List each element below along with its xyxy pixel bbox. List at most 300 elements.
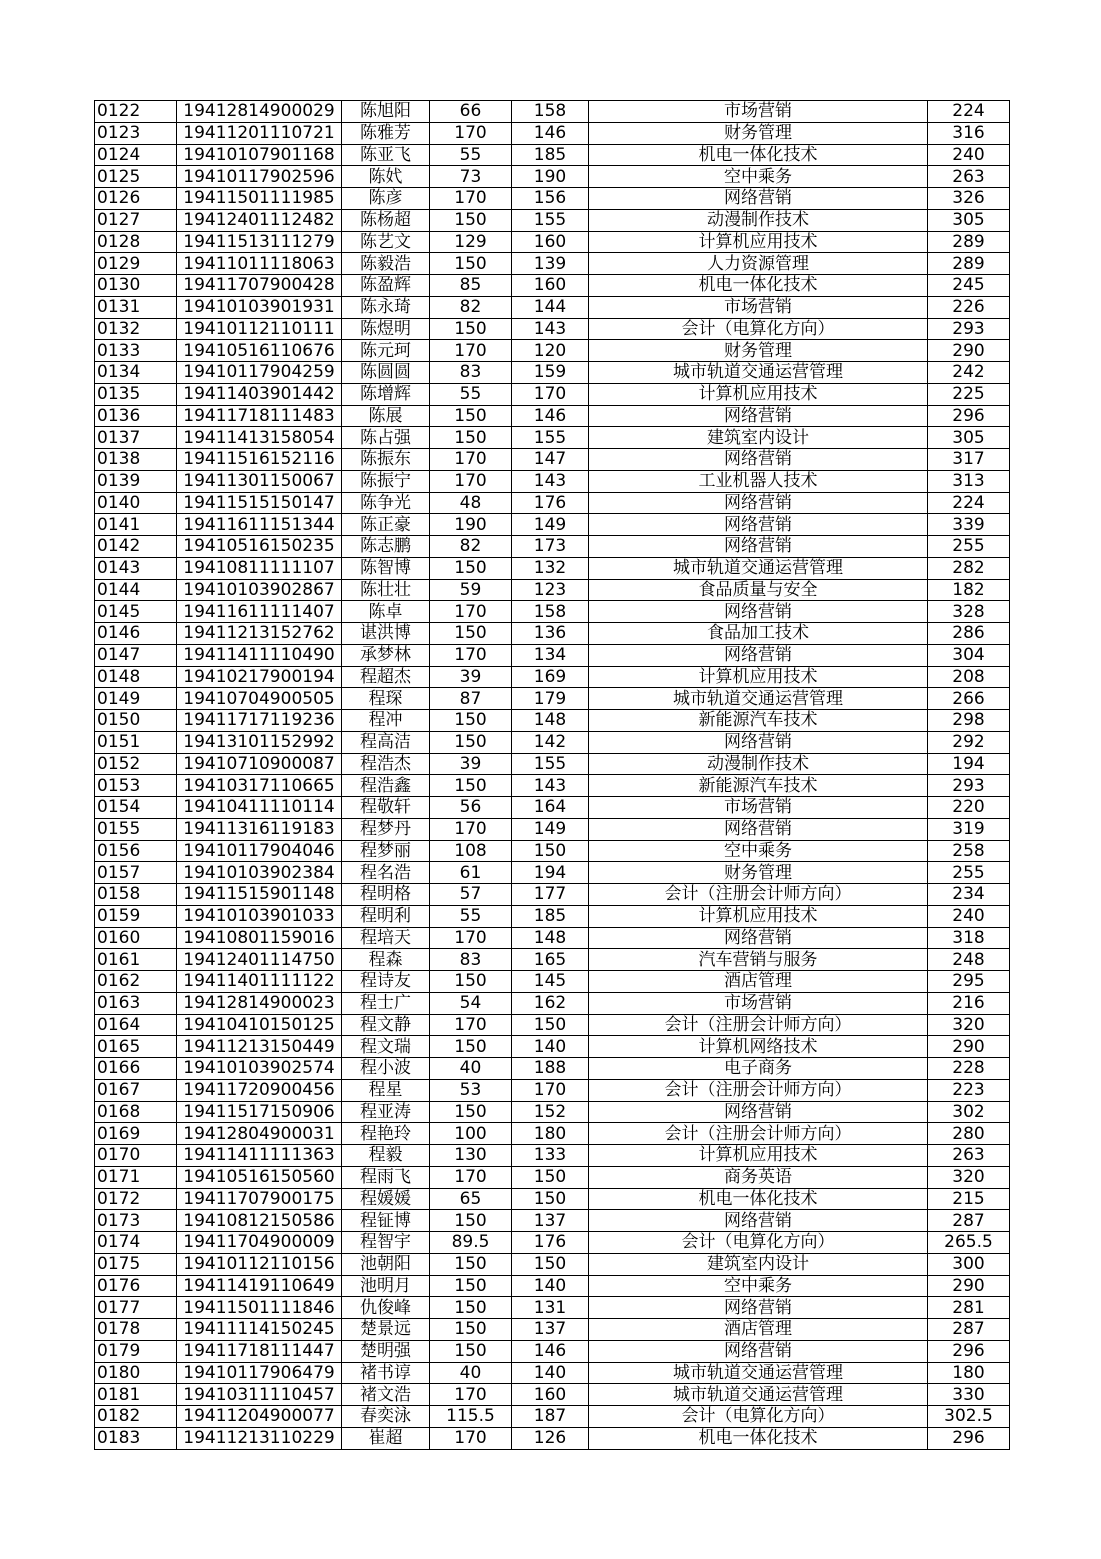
row-number-cell: 0130 [95, 275, 177, 297]
table-row [95, 1275, 1010, 1297]
major-cell: 网络营销 [589, 1101, 928, 1123]
score-a-cell: 150 [430, 427, 512, 449]
total-score-cell: 293 [928, 318, 1010, 340]
row-number-cell: 0167 [95, 1079, 177, 1101]
row-number-cell: 0146 [95, 623, 177, 645]
total-score-cell: 281 [928, 1297, 1010, 1319]
major-cell: 动漫制作技术 [589, 209, 928, 231]
score-b-cell: 155 [512, 753, 589, 775]
score-b-cell: 146 [512, 122, 589, 144]
major-cell: 新能源汽车技术 [589, 775, 928, 797]
student-name-cell: 程梦丹 [342, 818, 430, 840]
score-b-cell: 142 [512, 731, 589, 753]
exam-id-cell: 19410311110457 [177, 1384, 342, 1406]
row-number-cell: 0136 [95, 405, 177, 427]
row-number-cell: 0166 [95, 1058, 177, 1080]
score-a-cell: 150 [430, 710, 512, 732]
total-score-cell: 215 [928, 1188, 1010, 1210]
major-cell: 网络营销 [589, 818, 928, 840]
score-a-cell: 115.5 [430, 1406, 512, 1428]
table-row [95, 579, 1010, 601]
total-score-cell: 317 [928, 449, 1010, 471]
table-row [95, 1123, 1010, 1145]
total-score-cell: 328 [928, 601, 1010, 623]
major-cell: 食品质量与安全 [589, 579, 928, 601]
student-name-cell: 春奕泳 [342, 1406, 430, 1428]
row-number-cell: 0141 [95, 514, 177, 536]
student-name-cell: 楚明强 [342, 1340, 430, 1362]
total-score-cell: 182 [928, 579, 1010, 601]
student-name-cell: 褚文浩 [342, 1384, 430, 1406]
score-a-cell: 170 [430, 470, 512, 492]
exam-id-cell: 19411213110229 [177, 1427, 342, 1449]
score-a-cell: 150 [430, 209, 512, 231]
student-name-cell: 程星 [342, 1079, 430, 1101]
total-score-cell: 223 [928, 1079, 1010, 1101]
table-row [95, 1036, 1010, 1058]
row-number-cell: 0139 [95, 470, 177, 492]
score-a-cell: 55 [430, 383, 512, 405]
score-b-cell: 190 [512, 166, 589, 188]
exam-id-cell: 19410710900087 [177, 753, 342, 775]
exam-id-cell: 19412814900029 [177, 101, 342, 123]
score-a-cell: 170 [430, 601, 512, 623]
student-name-cell: 陈艺文 [342, 231, 430, 253]
table-row [95, 101, 1010, 123]
total-score-cell: 265.5 [928, 1232, 1010, 1254]
exam-id-cell: 19411401111122 [177, 971, 342, 993]
total-score-cell: 319 [928, 818, 1010, 840]
row-number-cell: 0170 [95, 1145, 177, 1167]
student-name-cell: 陈振东 [342, 449, 430, 471]
major-cell: 网络营销 [589, 536, 928, 558]
student-name-cell: 程雨飞 [342, 1166, 430, 1188]
student-name-cell: 陈增辉 [342, 383, 430, 405]
score-a-cell: 170 [430, 818, 512, 840]
major-cell: 网络营销 [589, 927, 928, 949]
exam-id-cell: 19410704900505 [177, 688, 342, 710]
major-cell: 网络营销 [589, 731, 928, 753]
exam-id-cell: 19411718111483 [177, 405, 342, 427]
exam-id-cell: 19411316119183 [177, 818, 342, 840]
score-a-cell: 40 [430, 1058, 512, 1080]
score-b-cell: 123 [512, 579, 589, 601]
exam-id-cell: 19411204900077 [177, 1406, 342, 1428]
table-row [95, 971, 1010, 993]
total-score-cell: 330 [928, 1384, 1010, 1406]
row-number-cell: 0137 [95, 427, 177, 449]
student-name-cell: 褚书谆 [342, 1362, 430, 1384]
total-score-cell: 289 [928, 231, 1010, 253]
score-b-cell: 160 [512, 275, 589, 297]
score-b-cell: 159 [512, 362, 589, 384]
major-cell: 食品加工技术 [589, 623, 928, 645]
exam-id-cell: 19411011118063 [177, 253, 342, 275]
table-row [95, 731, 1010, 753]
exam-id-cell: 19411707900175 [177, 1188, 342, 1210]
exam-id-cell: 19411403901442 [177, 383, 342, 405]
score-a-cell: 150 [430, 775, 512, 797]
exam-id-cell: 19411411110490 [177, 644, 342, 666]
exam-id-cell: 19411718111447 [177, 1340, 342, 1362]
total-score-cell: 290 [928, 1275, 1010, 1297]
student-name-cell: 陈彦 [342, 188, 430, 210]
score-a-cell: 39 [430, 753, 512, 775]
student-name-cell: 池朝阳 [342, 1253, 430, 1275]
score-b-cell: 143 [512, 318, 589, 340]
table-row [95, 797, 1010, 819]
score-b-cell: 132 [512, 557, 589, 579]
major-cell: 市场营销 [589, 101, 928, 123]
row-number-cell: 0178 [95, 1319, 177, 1341]
score-b-cell: 137 [512, 1319, 589, 1341]
row-number-cell: 0124 [95, 144, 177, 166]
student-name-cell: 陈雅芳 [342, 122, 430, 144]
score-a-cell: 53 [430, 1079, 512, 1101]
student-name-cell: 程小波 [342, 1058, 430, 1080]
score-b-cell: 185 [512, 905, 589, 927]
score-a-cell: 89.5 [430, 1232, 512, 1254]
score-b-cell: 140 [512, 1275, 589, 1297]
major-cell: 动漫制作技术 [589, 753, 928, 775]
student-name-cell: 程冲 [342, 710, 430, 732]
student-name-cell: 程名浩 [342, 862, 430, 884]
total-score-cell: 180 [928, 1362, 1010, 1384]
score-b-cell: 150 [512, 840, 589, 862]
student-name-cell: 陈永琦 [342, 296, 430, 318]
score-a-cell: 150 [430, 1275, 512, 1297]
score-table [94, 100, 1010, 1450]
student-name-cell: 程明格 [342, 884, 430, 906]
score-a-cell: 150 [430, 623, 512, 645]
total-score-cell: 320 [928, 1166, 1010, 1188]
exam-id-cell: 19410103901033 [177, 905, 342, 927]
total-score-cell: 292 [928, 731, 1010, 753]
total-score-cell: 316 [928, 122, 1010, 144]
major-cell: 空中乘务 [589, 840, 928, 862]
row-number-cell: 0145 [95, 601, 177, 623]
exam-id-cell: 19411419110649 [177, 1275, 342, 1297]
row-number-cell: 0160 [95, 927, 177, 949]
score-a-cell: 55 [430, 905, 512, 927]
table-row [95, 1101, 1010, 1123]
score-b-cell: 149 [512, 514, 589, 536]
score-a-cell: 73 [430, 166, 512, 188]
student-name-cell: 程媛媛 [342, 1188, 430, 1210]
student-name-cell: 程敬轩 [342, 797, 430, 819]
row-number-cell: 0155 [95, 818, 177, 840]
major-cell: 网络营销 [589, 405, 928, 427]
major-cell: 网络营销 [589, 188, 928, 210]
exam-id-cell: 19411717119236 [177, 710, 342, 732]
score-b-cell: 137 [512, 1210, 589, 1232]
major-cell: 机电一体化技术 [589, 1188, 928, 1210]
table-row [95, 296, 1010, 318]
exam-id-cell: 19411114150245 [177, 1319, 342, 1341]
exam-id-cell: 19411515901148 [177, 884, 342, 906]
total-score-cell: 220 [928, 797, 1010, 819]
major-cell: 会计（电算化方向） [589, 1406, 928, 1428]
major-cell: 财务管理 [589, 862, 928, 884]
table-row [95, 818, 1010, 840]
exam-id-cell: 19410103902867 [177, 579, 342, 601]
exam-id-cell: 19410801159016 [177, 927, 342, 949]
score-b-cell: 139 [512, 253, 589, 275]
major-cell: 网络营销 [589, 492, 928, 514]
score-b-cell: 131 [512, 1297, 589, 1319]
table-row [95, 688, 1010, 710]
major-cell: 机电一体化技术 [589, 275, 928, 297]
row-number-cell: 0132 [95, 318, 177, 340]
exam-id-cell: 19411411111363 [177, 1145, 342, 1167]
score-a-cell: 150 [430, 405, 512, 427]
row-number-cell: 0179 [95, 1340, 177, 1362]
score-b-cell: 136 [512, 623, 589, 645]
row-number-cell: 0128 [95, 231, 177, 253]
table-row [95, 884, 1010, 906]
table-row [95, 862, 1010, 884]
exam-id-cell: 19411707900428 [177, 275, 342, 297]
major-cell: 酒店管理 [589, 1319, 928, 1341]
score-a-cell: 170 [430, 340, 512, 362]
score-b-cell: 180 [512, 1123, 589, 1145]
score-b-cell: 148 [512, 710, 589, 732]
row-number-cell: 0140 [95, 492, 177, 514]
score-a-cell: 170 [430, 1384, 512, 1406]
row-number-cell: 0158 [95, 884, 177, 906]
total-score-cell: 300 [928, 1253, 1010, 1275]
total-score-cell: 225 [928, 383, 1010, 405]
score-a-cell: 100 [430, 1123, 512, 1145]
row-number-cell: 0126 [95, 188, 177, 210]
major-cell: 会计（电算化方向） [589, 318, 928, 340]
score-a-cell: 170 [430, 449, 512, 471]
score-b-cell: 179 [512, 688, 589, 710]
table-row [95, 1362, 1010, 1384]
table-row [95, 362, 1010, 384]
major-cell: 人力资源管理 [589, 253, 928, 275]
total-score-cell: 290 [928, 1036, 1010, 1058]
exam-id-cell: 19410117906479 [177, 1362, 342, 1384]
table-row [95, 1406, 1010, 1428]
score-a-cell: 170 [430, 927, 512, 949]
major-cell: 空中乘务 [589, 166, 928, 188]
major-cell: 网络营销 [589, 1340, 928, 1362]
student-name-cell: 程琛 [342, 688, 430, 710]
score-b-cell: 156 [512, 188, 589, 210]
total-score-cell: 263 [928, 166, 1010, 188]
score-b-cell: 149 [512, 818, 589, 840]
student-name-cell: 崔超 [342, 1427, 430, 1449]
score-b-cell: 194 [512, 862, 589, 884]
major-cell: 网络营销 [589, 644, 928, 666]
table-row [95, 623, 1010, 645]
table-row [95, 1079, 1010, 1101]
table-row [95, 449, 1010, 471]
student-name-cell: 陈元珂 [342, 340, 430, 362]
total-score-cell: 242 [928, 362, 1010, 384]
row-number-cell: 0153 [95, 775, 177, 797]
total-score-cell: 263 [928, 1145, 1010, 1167]
table-row [95, 775, 1010, 797]
row-number-cell: 0181 [95, 1384, 177, 1406]
row-number-cell: 0122 [95, 101, 177, 123]
score-b-cell: 158 [512, 601, 589, 623]
score-a-cell: 150 [430, 1297, 512, 1319]
score-a-cell: 129 [430, 231, 512, 253]
exam-id-cell: 19412804900031 [177, 1123, 342, 1145]
score-b-cell: 152 [512, 1101, 589, 1123]
total-score-cell: 318 [928, 927, 1010, 949]
exam-id-cell: 19410812150586 [177, 1210, 342, 1232]
major-cell: 网络营销 [589, 1297, 928, 1319]
row-number-cell: 0165 [95, 1036, 177, 1058]
exam-id-cell: 19411515150147 [177, 492, 342, 514]
total-score-cell: 258 [928, 840, 1010, 862]
major-cell: 市场营销 [589, 296, 928, 318]
table-row [95, 122, 1010, 144]
major-cell: 计算机应用技术 [589, 383, 928, 405]
total-score-cell: 255 [928, 862, 1010, 884]
score-b-cell: 143 [512, 775, 589, 797]
score-b-cell: 140 [512, 1362, 589, 1384]
score-a-cell: 83 [430, 949, 512, 971]
student-name-cell: 陈卓 [342, 601, 430, 623]
score-a-cell: 170 [430, 188, 512, 210]
row-number-cell: 0174 [95, 1232, 177, 1254]
score-b-cell: 169 [512, 666, 589, 688]
student-name-cell: 池明月 [342, 1275, 430, 1297]
score-a-cell: 59 [430, 579, 512, 601]
table-row [95, 1340, 1010, 1362]
score-b-cell: 133 [512, 1145, 589, 1167]
total-score-cell: 194 [928, 753, 1010, 775]
table-row [95, 470, 1010, 492]
score-a-cell: 82 [430, 536, 512, 558]
student-name-cell: 程浩杰 [342, 753, 430, 775]
exam-id-cell: 19410103901931 [177, 296, 342, 318]
row-number-cell: 0147 [95, 644, 177, 666]
score-a-cell: 87 [430, 688, 512, 710]
exam-id-cell: 19410317110665 [177, 775, 342, 797]
student-name-cell: 楚景远 [342, 1319, 430, 1341]
student-name-cell: 陈正豪 [342, 514, 430, 536]
exam-id-cell: 19410411110114 [177, 797, 342, 819]
score-b-cell: 150 [512, 1188, 589, 1210]
table-row [95, 1145, 1010, 1167]
row-number-cell: 0156 [95, 840, 177, 862]
exam-id-cell: 19411501111846 [177, 1297, 342, 1319]
major-cell: 网络营销 [589, 514, 928, 536]
student-name-cell: 程文瑞 [342, 1036, 430, 1058]
major-cell: 财务管理 [589, 122, 928, 144]
exam-id-cell: 19412814900023 [177, 992, 342, 1014]
student-name-cell: 陈圆圆 [342, 362, 430, 384]
student-name-cell: 陈占强 [342, 427, 430, 449]
exam-id-cell: 19410516150560 [177, 1166, 342, 1188]
row-number-cell: 0154 [95, 797, 177, 819]
table-row [95, 644, 1010, 666]
total-score-cell: 339 [928, 514, 1010, 536]
row-number-cell: 0125 [95, 166, 177, 188]
student-name-cell: 程亚涛 [342, 1101, 430, 1123]
table-row [95, 905, 1010, 927]
total-score-cell: 304 [928, 644, 1010, 666]
major-cell: 会计（注册会计师方向） [589, 1014, 928, 1036]
total-score-cell: 289 [928, 253, 1010, 275]
table-row [95, 710, 1010, 732]
major-cell: 会计（注册会计师方向） [589, 1123, 928, 1145]
row-number-cell: 0175 [95, 1253, 177, 1275]
major-cell: 会计（注册会计师方向） [589, 884, 928, 906]
total-score-cell: 240 [928, 905, 1010, 927]
major-cell: 酒店管理 [589, 971, 928, 993]
row-number-cell: 0171 [95, 1166, 177, 1188]
row-number-cell: 0134 [95, 362, 177, 384]
table-row [95, 927, 1010, 949]
score-b-cell: 145 [512, 971, 589, 993]
row-number-cell: 0142 [95, 536, 177, 558]
table-row [95, 1297, 1010, 1319]
table-row [95, 340, 1010, 362]
score-b-cell: 170 [512, 383, 589, 405]
row-number-cell: 0151 [95, 731, 177, 753]
score-b-cell: 150 [512, 1253, 589, 1275]
total-score-cell: 216 [928, 992, 1010, 1014]
row-number-cell: 0169 [95, 1123, 177, 1145]
student-name-cell: 程培天 [342, 927, 430, 949]
score-a-cell: 170 [430, 1427, 512, 1449]
score-a-cell: 170 [430, 1166, 512, 1188]
exam-id-cell: 19410112110111 [177, 318, 342, 340]
table-row [95, 1188, 1010, 1210]
row-number-cell: 0168 [95, 1101, 177, 1123]
student-name-cell: 陈亚飞 [342, 144, 430, 166]
score-b-cell: 146 [512, 405, 589, 427]
exam-id-cell: 19410107901168 [177, 144, 342, 166]
row-number-cell: 0162 [95, 971, 177, 993]
student-name-cell: 陈毅浩 [342, 253, 430, 275]
score-b-cell: 185 [512, 144, 589, 166]
table-row [95, 318, 1010, 340]
exam-id-cell: 19410516110676 [177, 340, 342, 362]
table-row [95, 383, 1010, 405]
exam-id-cell: 19411213150449 [177, 1036, 342, 1058]
student-name-cell: 陈旭阳 [342, 101, 430, 123]
table-row [95, 188, 1010, 210]
major-cell: 新能源汽车技术 [589, 710, 928, 732]
table-row [95, 275, 1010, 297]
major-cell: 机电一体化技术 [589, 144, 928, 166]
total-score-cell: 228 [928, 1058, 1010, 1080]
score-a-cell: 150 [430, 1319, 512, 1341]
major-cell: 计算机应用技术 [589, 905, 928, 927]
score-b-cell: 150 [512, 1166, 589, 1188]
exam-id-cell: 19410112110156 [177, 1253, 342, 1275]
major-cell: 市场营销 [589, 797, 928, 819]
table-row [95, 144, 1010, 166]
row-number-cell: 0150 [95, 710, 177, 732]
student-name-cell: 程明利 [342, 905, 430, 927]
table-row [95, 1058, 1010, 1080]
total-score-cell: 293 [928, 775, 1010, 797]
total-score-cell: 286 [928, 623, 1010, 645]
student-name-cell: 陈争光 [342, 492, 430, 514]
total-score-cell: 298 [928, 710, 1010, 732]
score-a-cell: 66 [430, 101, 512, 123]
score-a-cell: 150 [430, 731, 512, 753]
row-number-cell: 0172 [95, 1188, 177, 1210]
